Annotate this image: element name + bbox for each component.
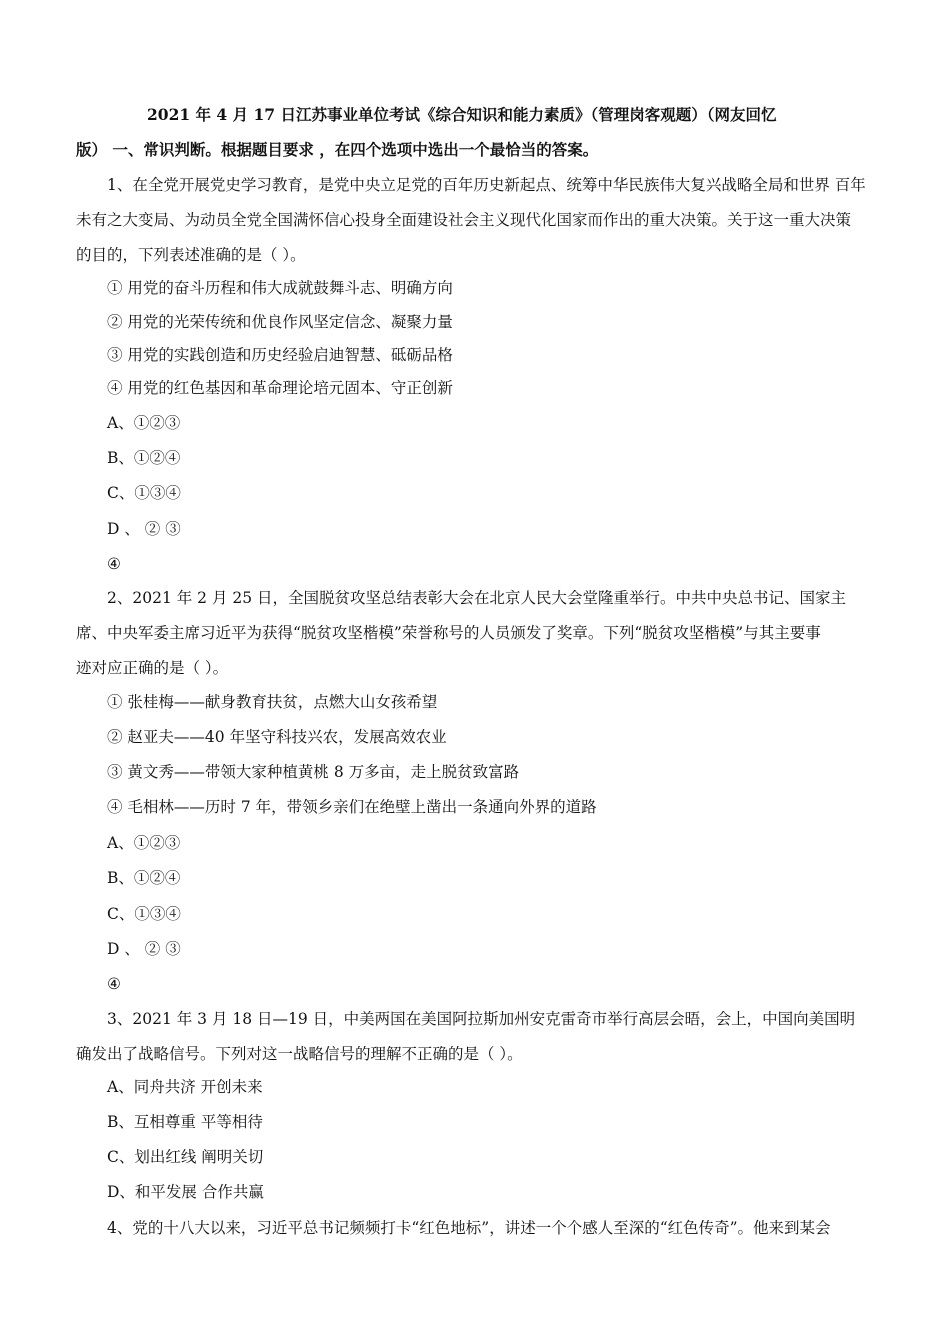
q1-item-1: ① 用党的奋斗历程和伟大成就鼓舞斗志、明确方向 <box>107 279 453 297</box>
q2-option-c: C、①③④ <box>107 905 181 923</box>
q1-option-a: A、①②③ <box>107 414 181 432</box>
q1-option-c: C、①③④ <box>107 484 181 502</box>
q1-item-2: ② 用党的光荣传统和优良作风坚定信念、凝聚力量 <box>107 313 453 331</box>
q1-stem-line2: 未有之大变局、为动员全党全国满怀信心投身全面建设社会主义现代化国家而作出的重大决策。关于这一重大决策 <box>76 211 852 229</box>
q2-option-a: A、①②③ <box>107 834 181 852</box>
q3-option-c: C、划出红线 阐明关切 <box>107 1148 264 1166</box>
q1-option-d-continued: ④ <box>107 555 121 573</box>
q2-option-d-continued: ④ <box>107 975 121 993</box>
document-title-line1: 2021 年 4 月 17 日江苏事业单位考试《综合知识和能力素质》（管理岗客观题）（网友回忆 <box>147 105 777 124</box>
q1-item-3: ③ 用党的实践创造和历史经验启迪智慧、砥砺品格 <box>107 346 453 364</box>
q2-option-d: D 、 ② ③ <box>107 940 181 958</box>
q3-stem-line1: 3、2021 年 3 月 18 日—19 日，中美两国在美国阿拉斯加州安克雷奇市举行高层会晤，会上，中国向美国明 <box>107 1010 856 1028</box>
q1-option-b: B、①②④ <box>107 449 181 467</box>
q3-option-d: D、和平发展 合作共赢 <box>107 1183 264 1201</box>
q2-stem-line2: 席、中央军委主席习近平为获得“脱贫攻坚楷模”荣誉称号的人员颁发了奖章。下列“脱贫攻坚楷模”与其主要事 <box>76 624 821 642</box>
q4-stem-line1: 4、党的十八大以来，习近平总书记频频打卡“红色地标”，讲述一个个感人至深的“红色传奇”。他来到某会 <box>107 1219 831 1237</box>
document-title-line2: 版） 一、常识判断。根据题目要求 ，在四个选项中选出一个最恰当的答案。 <box>76 140 599 159</box>
q3-option-a: A、同舟共济 开创未来 <box>107 1078 263 1096</box>
q3-option-b: B、互相尊重 平等相待 <box>107 1113 263 1131</box>
q2-item-1: ① 张桂梅——献身教育扶贫，点燃大山女孩希望 <box>107 693 438 711</box>
q2-option-b: B、①②④ <box>107 869 181 887</box>
q1-stem-line1: 1、在全党开展党史学习教育，是党中央立足党的百年历史新起点、统筹中华民族伟大复兴战略全局和世界 百年 <box>107 176 866 194</box>
q1-option-d: D 、 ② ③ <box>107 520 181 538</box>
q3-stem-line2: 确发出了战略信号。下列对这一战略信号的理解不正确的是（ ）。 <box>76 1045 523 1063</box>
q2-stem-line3: 迹对应正确的是（ ）。 <box>76 659 229 677</box>
q1-stem-line3: 的目的，下列表述准确的是（ ）。 <box>76 246 306 264</box>
q1-item-4: ④ 用党的红色基因和革命理论培元固本、守正创新 <box>107 379 453 397</box>
q2-item-3: ③ 黄文秀——带领大家种植黄桃 8 万多亩，走上脱贫致富路 <box>107 763 520 781</box>
q2-stem-line1: 2、2021 年 2 月 25 日，全国脱贫攻坚总结表彰大会在北京人民大会堂隆重举行。中共中央总书记、国家主 <box>107 589 847 607</box>
q2-item-4: ④ 毛相林——历时 7 年，带领乡亲们在绝壁上凿出一条通向外界的道路 <box>107 798 597 816</box>
q2-item-2: ② 赵亚夫——40 年坚守科技兴农，发展高效农业 <box>107 728 447 746</box>
